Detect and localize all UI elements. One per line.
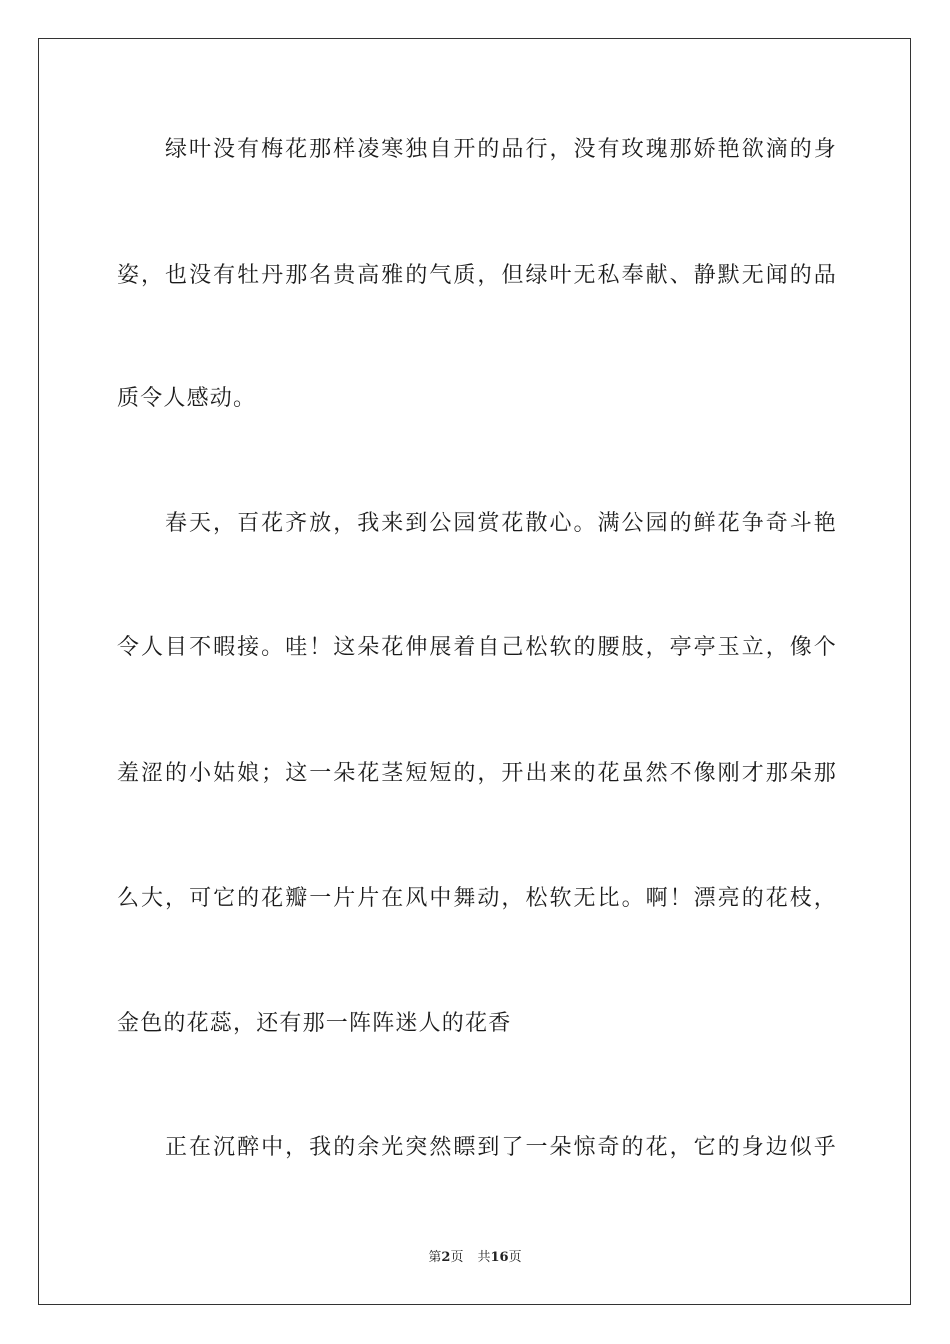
paragraph-2-line-3: 羞涩的小姑娘；这一朵花茎短短的，开出来的花虽然不像刚才那朵那 <box>117 761 837 786</box>
total-prefix: 共 <box>477 1250 491 1265</box>
page-number: 2 <box>441 1250 451 1265</box>
page-prefix: 第 <box>428 1250 442 1265</box>
paragraph-2-line-5: 金色的花蕊，还有那一阵阵迷人的花香 <box>117 1011 512 1036</box>
paragraph-2-line-4: 么大，可它的花瓣一片片在风中舞动，松软无比。啊！漂亮的花枝， <box>117 886 837 911</box>
page-border <box>38 38 911 1305</box>
total-suffix: 页 <box>508 1250 522 1265</box>
total-pages: 16 <box>490 1250 509 1265</box>
paragraph-1-line-1: 绿叶没有梅花那样凌寒独自开的品行，没有玫瑰那娇艳欲滴的身 <box>165 137 837 162</box>
paragraph-1-line-2: 姿，也没有牡丹那名贵高雅的气质，但绿叶无私奉献、静默无闻的品 <box>117 263 837 288</box>
paragraph-1-line-3: 质令人感动。 <box>117 386 257 411</box>
page-suffix: 页 <box>450 1250 464 1265</box>
paragraph-3-line-1: 正在沉醉中，我的余光突然瞟到了一朵惊奇的花，它的身边似乎 <box>165 1135 837 1160</box>
paragraph-2-line-2: 令人目不暇接。哇！这朵花伸展着自己松软的腰肢，亭亭玉立，像个 <box>117 635 837 660</box>
page-footer <box>0 1246 950 1265</box>
paragraph-2-line-1: 春天，百花齐放，我来到公园赏花散心。满公园的鲜花争奇斗艳 <box>165 511 837 536</box>
